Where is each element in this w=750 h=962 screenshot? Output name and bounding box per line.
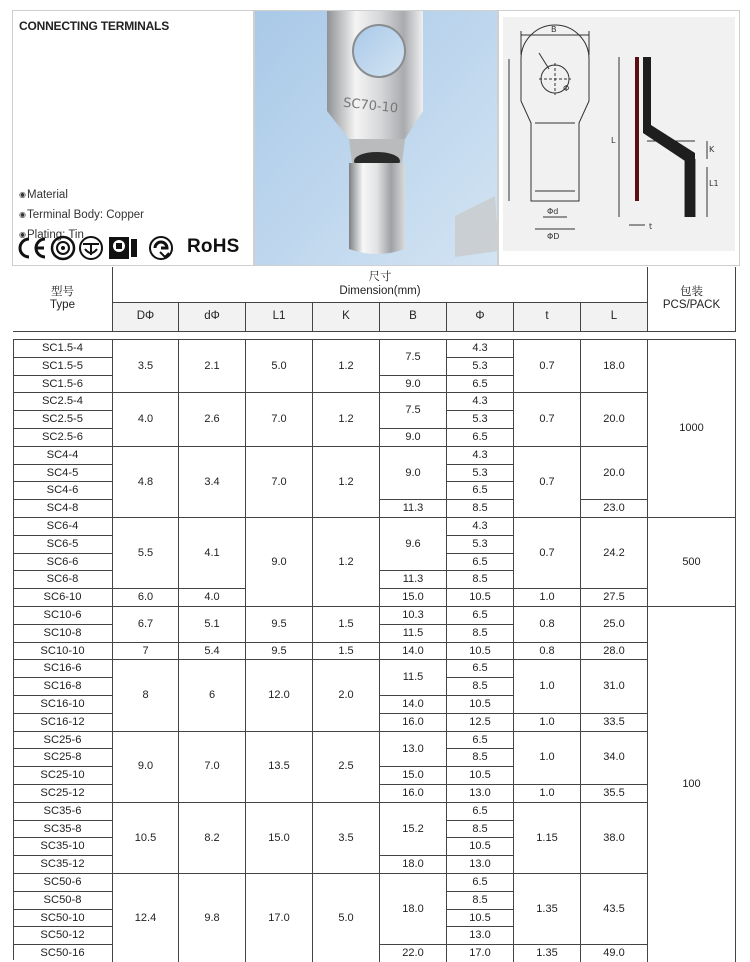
type-cell: SC6-8 [13,571,113,589]
b-cell: 16.0 [380,785,447,803]
b-cell: 7.5 [380,393,447,429]
type-cell: SC35-12 [13,856,113,874]
l1-cell: 7.0 [246,393,313,446]
phi-cell: 6.5 [447,803,514,821]
label-k: K [709,145,715,154]
d-cell: 6.0 [113,589,179,607]
header-dimension-cn: 尺寸 [368,271,392,284]
type-cell: SC2.5-6 [13,429,113,447]
type-cell: SC16-10 [13,696,113,714]
label-t: t [649,222,653,231]
label-phi-d: Φd [547,207,559,216]
b-cell: 13.0 [380,732,447,768]
spec-material [19,189,68,201]
pack-cell: 100 [648,607,736,962]
label-b: B [551,25,557,34]
phi-cell: 6.5 [447,376,514,394]
phi-cell: 13.0 [447,856,514,874]
b-cell: 14.0 [380,643,447,661]
phi-cell: 8.5 [447,571,514,589]
d-cell: 4.0 [179,589,246,607]
type-cell: SC4-4 [13,447,113,465]
technical-drawing [499,11,740,266]
t-cell: 1.0 [514,732,581,785]
type-cell: SC1.5-5 [13,358,113,376]
header-col-1: dΦ [179,303,246,332]
t-cell: 1.35 [514,945,581,962]
d-cell: 6.7 [113,607,179,643]
l-cell: 20.0 [581,393,648,446]
type-cell: SC50-8 [13,892,113,910]
d-cell: 3.4 [179,447,246,518]
b-cell: 15.0 [380,589,447,607]
t-cell: 1.35 [514,874,581,945]
d-cell: 4.1 [179,518,246,589]
phi-cell: 13.0 [447,785,514,803]
type-cell: SC50-16 [13,945,113,962]
b-cell: 15.2 [380,803,447,856]
l1-cell: 7.0 [246,447,313,518]
t-cell: 0.7 [514,393,581,446]
header-type [13,267,113,332]
label-l1: L1 [709,179,719,188]
sgs-mark-icon [109,237,137,259]
phi-cell: 6.5 [447,554,514,572]
type-cell: SC1.5-4 [13,340,113,358]
l-cell: 35.5 [581,785,648,803]
t-cell: 1.15 [514,803,581,874]
t-cell: 1.0 [514,785,581,803]
spec-body [19,209,144,221]
l-cell: 33.5 [581,714,648,732]
d-cell: 4.8 [113,447,179,518]
header-col-5: Φ [447,303,514,332]
l-cell: 20.0 [581,447,648,500]
spec-text: Terminal Body: Copper [26,209,144,221]
d-cell: 5.4 [179,643,246,661]
quality-seal-icon [150,237,172,259]
type-cell: SC16-6 [13,660,113,678]
type-cell: SC35-10 [13,838,113,856]
l1-cell: 9.0 [246,518,313,607]
phi-cell: 8.5 [447,500,514,518]
b-cell: 10.3 [380,607,447,625]
l1-cell: 5.0 [246,340,313,393]
phi-cell: 5.3 [447,465,514,483]
phi-cell: 10.5 [447,643,514,661]
k-cell: 1.5 [313,607,380,643]
phi-cell: 4.3 [447,447,514,465]
b-cell: 9.0 [380,429,447,447]
b-cell: 18.0 [380,874,447,945]
certification-logos [17,235,251,261]
type-cell: SC25-8 [13,749,113,767]
label-phi-big-d: ΦD [547,232,560,241]
type-cell: SC1.5-6 [13,376,113,394]
type-cell: SC50-12 [13,927,113,945]
ce-mark-icon [20,239,45,257]
d-cell: 8 [113,660,179,731]
l1-cell: 17.0 [246,874,313,962]
type-cell: SC6-6 [13,554,113,572]
type-cell: SC2.5-5 [13,411,113,429]
k-cell: 1.2 [313,340,380,393]
l-cell: 28.0 [581,643,648,661]
b-cell: 11.5 [380,660,447,696]
phi-cell: 4.3 [447,393,514,411]
spec-text: Material [26,189,68,201]
product-photo [254,10,498,266]
specification-table [13,267,736,960]
type-cell: SC35-6 [13,803,113,821]
k-cell: 1.5 [313,643,380,661]
phi-cell: 6.5 [447,429,514,447]
d-cell: 2.6 [179,393,246,446]
phi-cell: 10.5 [447,696,514,714]
type-cell: SC6-5 [13,536,113,554]
label-l: L [611,136,616,145]
tuv-mark-icon [80,237,102,259]
t-cell: 0.7 [514,447,581,518]
header-pack-en: PCS/PACK [662,299,721,311]
phi-cell: 17.0 [447,945,514,962]
rohs-logo: RoHS [187,236,240,257]
phi-cell: 13.0 [447,927,514,945]
l-cell: 24.2 [581,518,648,589]
header-body-gap [13,332,736,339]
d-cell: 12.4 [113,874,179,962]
type-cell: SC4-6 [13,482,113,500]
d-cell: 9.0 [113,732,179,803]
type-cell: SC25-12 [13,785,113,803]
page-title: CONNECTING TERMINALS [19,19,169,33]
l-cell: 18.0 [581,340,648,393]
d-cell: 3.5 [113,340,179,393]
d-cell: 7 [113,643,179,661]
type-cell: SC50-6 [13,874,113,892]
b-cell: 11.3 [380,500,447,518]
header-col-6: t [514,303,581,332]
phi-cell: 10.5 [447,767,514,785]
b-cell: 7.5 [380,340,447,376]
t-cell: 1.0 [514,660,581,713]
dimension-diagram [498,10,740,266]
header-col-0: DΦ [113,303,179,332]
ccc-mark-icon [52,237,74,259]
type-cell: SC25-10 [13,767,113,785]
cert-icons [17,235,187,261]
b-cell: 11.3 [380,571,447,589]
phi-cell: 6.5 [447,874,514,892]
phi-cell: 6.5 [447,732,514,750]
l1-cell: 12.0 [246,660,313,731]
type-cell: SC6-4 [13,518,113,536]
l1-cell: 13.5 [246,732,313,803]
product-banner [12,10,740,266]
type-cell: SC10-10 [13,643,113,661]
d-cell: 9.8 [179,874,246,962]
d-cell: 5.1 [179,607,246,643]
d-cell: 8.2 [179,803,246,874]
t-cell: 1.0 [514,714,581,732]
header-type-en: Type [50,299,75,311]
header-col-3: K [313,303,380,332]
b-cell: 14.0 [380,696,447,714]
header-dimension-en: Dimension(mm) [339,284,421,297]
k-cell: 1.2 [313,393,380,446]
info-panel [12,10,254,266]
pack-cell: 500 [648,518,736,607]
k-cell: 3.5 [313,803,380,874]
d-cell: 4.0 [113,393,179,446]
phi-cell: 6.5 [447,482,514,500]
type-cell: SC16-12 [13,714,113,732]
header-col-7: L [581,303,648,332]
header-col-2: L1 [246,303,313,332]
l1-cell: 15.0 [246,803,313,874]
phi-cell: 6.5 [447,660,514,678]
d-cell: 7.0 [179,732,246,803]
header-pack-cn: 包装 [680,285,703,298]
type-cell: SC50-10 [13,910,113,928]
d-cell: 10.5 [113,803,179,874]
header-col-4: B [380,303,447,332]
l1-cell: 9.5 [246,643,313,661]
d-cell: 5.5 [113,518,179,589]
phi-cell: 8.5 [447,892,514,910]
k-cell: 1.2 [313,518,380,607]
b-cell: 16.0 [380,714,447,732]
d-cell: 6 [179,660,246,731]
phi-cell: 12.5 [447,714,514,732]
t-cell: 0.8 [514,607,581,643]
l-cell: 38.0 [581,803,648,874]
b-cell: 22.0 [380,945,447,962]
type-cell: SC25-6 [13,732,113,750]
phi-cell: 8.5 [447,625,514,643]
bullet-icon: ◉ [19,190,26,199]
phi-cell: 5.3 [447,411,514,429]
type-cell: SC10-6 [13,607,113,625]
phi-cell: 5.3 [447,536,514,554]
t-cell: 0.7 [514,518,581,589]
b-cell: 9.0 [380,447,447,500]
phi-cell: 10.5 [447,838,514,856]
b-cell: 9.6 [380,518,447,571]
t-cell: 0.8 [514,643,581,661]
b-cell: 11.5 [380,625,447,643]
l-cell: 31.0 [581,660,648,713]
phi-cell: 8.5 [447,821,514,839]
bullet-icon: ◉ [19,210,26,219]
b-cell: 15.0 [380,767,447,785]
l-cell: 23.0 [581,500,648,518]
k-cell: 1.2 [313,447,380,518]
spec-text: Plating: Tin [26,229,84,241]
l-cell: 34.0 [581,732,648,785]
phi-cell: 8.5 [447,678,514,696]
lug-marking: SC70-10 [342,95,399,117]
type-cell: SC4-8 [13,500,113,518]
phi-cell: 4.3 [447,340,514,358]
phi-cell: 6.5 [447,607,514,625]
b-cell: 9.0 [380,376,447,394]
l-cell: 43.5 [581,874,648,945]
d-cell: 2.1 [179,340,246,393]
bullet-icon: ◉ [19,230,26,239]
phi-cell: 10.5 [447,589,514,607]
type-cell: SC4-5 [13,465,113,483]
phi-cell: 4.3 [447,518,514,536]
terminal-lug-image [255,11,498,266]
type-cell: SC16-8 [13,678,113,696]
type-cell: SC35-8 [13,821,113,839]
phi-cell: 5.3 [447,358,514,376]
l-cell: 25.0 [581,607,648,643]
label-phi: Φ [563,84,570,93]
l1-cell: 9.5 [246,607,313,643]
type-cell: SC2.5-4 [13,393,113,411]
type-cell: SC10-8 [13,625,113,643]
l-cell: 49.0 [581,945,648,962]
header-pack [648,267,736,332]
k-cell: 2.0 [313,660,380,731]
pack-cell: 1000 [648,340,736,518]
type-cell: SC6-10 [13,589,113,607]
header-type-cn: 型号 [51,285,74,298]
k-cell: 5.0 [313,874,380,962]
b-cell: 18.0 [380,856,447,874]
phi-cell: 10.5 [447,910,514,928]
phi-cell: 8.5 [447,749,514,767]
t-cell: 0.7 [514,340,581,393]
t-cell: 1.0 [514,589,581,607]
l-cell: 27.5 [581,589,648,607]
k-cell: 2.5 [313,732,380,803]
header-dimension [113,267,648,303]
